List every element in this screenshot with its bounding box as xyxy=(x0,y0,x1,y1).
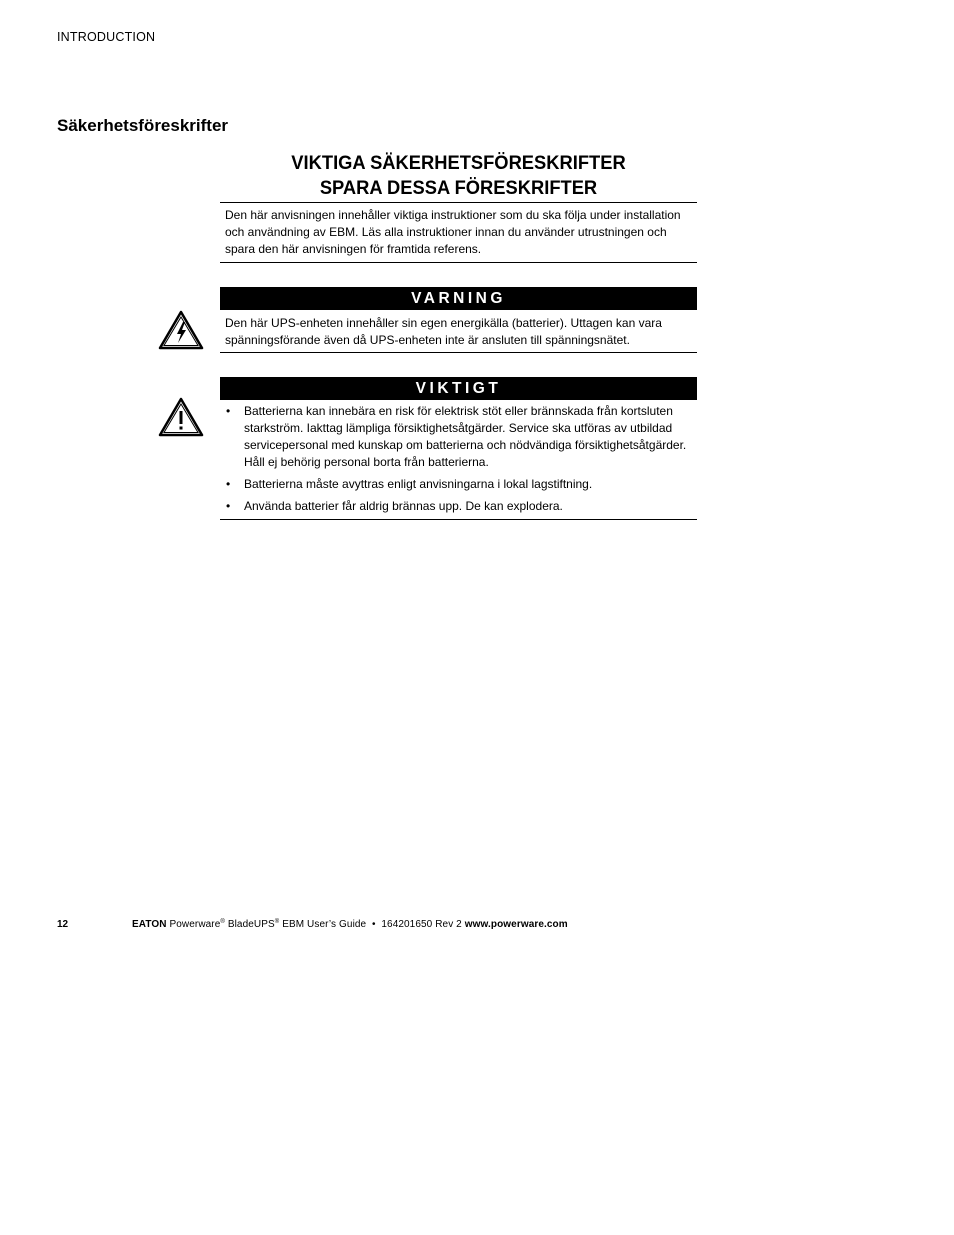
section-heading: Säkerhetsföreskrifter xyxy=(57,116,229,135)
intro-divider xyxy=(220,262,697,263)
important-divider xyxy=(220,519,697,520)
caution-exclamation-icon xyxy=(158,397,204,437)
title-line-1: VIKTIGA SÄKERHETSFÖRESKRIFTER xyxy=(291,152,626,174)
footer-brand: EATON xyxy=(132,919,167,930)
title-divider xyxy=(220,202,697,203)
bullet-glyph: • xyxy=(226,499,231,513)
electric-shock-warning-icon xyxy=(158,310,204,350)
important-header-bar: VIKTIGT xyxy=(220,377,697,400)
footer-line xyxy=(132,919,568,930)
bullet-glyph: • xyxy=(226,477,231,491)
list-item xyxy=(225,498,695,515)
footer-separator: • xyxy=(372,919,376,930)
intro-paragraph: Den här anvisningen innehåller viktiga instruktioner som du ska följa under installation och användning av EBM. Läs alla instruktioner innan du använder utrustningen och spara den här anvisningen för framtida referens. xyxy=(225,208,681,256)
warning-divider xyxy=(220,352,697,353)
footer-doc-number: 164201650 Rev 2 xyxy=(381,919,462,930)
list-item xyxy=(225,403,695,471)
list-item-text: Använda batterier får aldrig brännas upp. De kan explodera. xyxy=(244,499,563,513)
footer-product-1: Powerware xyxy=(169,919,221,930)
warning-text: Den här UPS-enheten innehåller sin egen energikälla (batterier). Uttagen kan vara spänningsförande även då UPS-enheten inte är ansluten till spänningsnätet. xyxy=(225,316,662,347)
list-item-text: Batterierna kan innebära en risk för elektrisk stöt eller brännskada från kortsluten starkström. Iakttag lämpliga försiktighetsåtgärder. Service ska utföras av utbildad servicepersonal med kunskap om batterierna och nödvändiga försiktighetsåtgärder. Håll ej behörig personal borta från batterierna. xyxy=(244,404,687,469)
list-item xyxy=(225,476,695,493)
footer-guide: EBM User’s Guide xyxy=(282,919,367,930)
bullet-glyph: • xyxy=(226,404,231,418)
list-item-text: Batterierna måste avyttras enligt anvisningarna i lokal lagstiftning. xyxy=(244,477,593,491)
running-head: INTRODUCTION xyxy=(57,30,156,44)
footer-product-2: BladeUPS xyxy=(227,919,275,930)
important-list xyxy=(225,403,695,520)
safety-title-block xyxy=(220,151,697,201)
registered-mark: ® xyxy=(220,919,225,925)
warning-header-bar: VARNING xyxy=(220,287,697,310)
footer-url[interactable]: www.powerware.com xyxy=(464,919,568,930)
page-number: 12 xyxy=(57,919,69,930)
title-line-2: SPARA DESSA FÖRESKRIFTER xyxy=(319,177,598,199)
registered-mark: ® xyxy=(274,919,280,925)
